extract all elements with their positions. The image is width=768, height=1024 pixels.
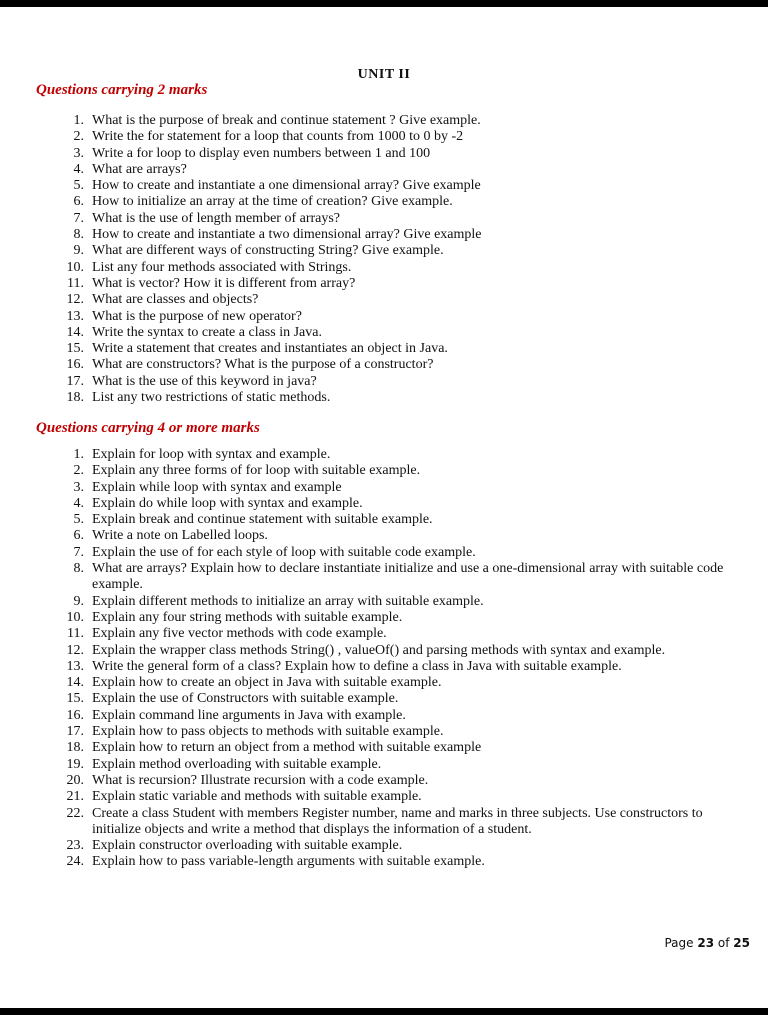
question-item: [0, 162, 768, 178]
question-text: Explain the use of for each style of loop with suitable code example.: [92, 544, 476, 560]
question-text: What is the purpose of new operator?: [92, 308, 302, 324]
question-text: Explain different methods to initialize an array with suitable example.: [92, 593, 484, 609]
question-number: 6.: [73, 194, 84, 210]
question-list-4-marks: [0, 447, 768, 871]
question-item: [0, 113, 768, 129]
question-item: [0, 211, 768, 227]
page-total: 25: [733, 936, 750, 950]
question-number: 12.: [66, 642, 84, 658]
question-item: [0, 357, 768, 373]
question-item: [0, 512, 768, 528]
question-list-2-marks: [0, 113, 768, 406]
question-text: Write a statement that creates and instantiates an object in Java.: [92, 341, 448, 357]
question-text: Explain how to pass objects to methods with suitable example.: [92, 724, 444, 740]
question-text: Write the general form of a class? Explain how to define a class in Java with suitable example.: [92, 658, 622, 674]
question-text: What is vector? How it is different from array?: [92, 275, 356, 291]
question-item: [0, 610, 768, 626]
unit-title: UNIT II: [357, 67, 411, 82]
question-text: How to create and instantiate a one dimensional array? Give example: [92, 178, 481, 194]
question-number: 23.: [66, 838, 84, 854]
question-text: Explain do while loop with syntax and example.: [92, 495, 363, 511]
question-item: [0, 496, 768, 512]
page-of-label: of: [717, 936, 730, 950]
question-number: 22.: [66, 805, 84, 821]
question-text: Explain break and continue statement with suitable example.: [92, 512, 433, 528]
page-current: 23: [697, 936, 715, 950]
question-text: What are classes and objects?: [92, 292, 259, 308]
question-number: 21.: [66, 789, 84, 805]
question-text: Write a note on Labelled loops.: [92, 528, 268, 544]
question-number: 13.: [66, 658, 84, 674]
question-item: [0, 463, 768, 479]
question-number: 3.: [73, 145, 84, 161]
page-label: Page: [664, 936, 694, 950]
question-text: How to create and instantiate a two dimensional array? Give example: [92, 227, 482, 243]
question-text: What is the purpose of break and continue statement ? Give example.: [92, 113, 481, 128]
question-item: [0, 626, 768, 642]
question-item: [0, 260, 768, 276]
question-text: Explain command line arguments in Java with example.: [92, 707, 406, 723]
question-item: [0, 194, 768, 210]
question-number: 11.: [67, 626, 84, 642]
question-text: What are different ways of constructing String? Give example.: [92, 243, 444, 259]
question-number: 7.: [73, 544, 84, 560]
question-item: [0, 178, 768, 194]
question-item: [0, 374, 768, 390]
question-item: [0, 447, 768, 463]
question-text: What is the use of length member of arrays?: [92, 210, 341, 226]
question-text: Explain any three forms of for loop with suitable example.: [92, 463, 421, 479]
question-item: [0, 292, 768, 308]
question-item: [0, 740, 768, 756]
question-text: Explain how to create an object in Java with suitable example.: [92, 675, 442, 691]
question-text: Explain the wrapper class methods String() , valueOf() and parsing methods with syntax and example.: [92, 642, 666, 658]
question-text: Write the for statement for a loop that counts from 1000 to 0 by -2: [92, 129, 464, 145]
question-text: List any two restrictions of static methods.: [92, 390, 331, 406]
question-item: [0, 243, 768, 259]
question-item: [0, 691, 768, 707]
question-number: 8.: [73, 561, 84, 577]
question-number: 3.: [73, 479, 84, 495]
question-item: [0, 309, 768, 325]
question-number: 2.: [73, 463, 84, 479]
question-item: [0, 129, 768, 145]
question-number: 7.: [73, 210, 84, 226]
question-number: 8.: [73, 227, 84, 243]
question-item: [0, 227, 768, 243]
question-text: Explain how to return an object from a method with suitable example: [92, 740, 482, 756]
question-number: 14.: [66, 675, 84, 691]
question-item: [0, 838, 768, 854]
question-item: [0, 341, 768, 357]
question-text: Write the syntax to create a class in Java.: [92, 324, 322, 340]
question-item: [0, 659, 768, 675]
question-number: 15.: [66, 691, 84, 707]
question-item: [0, 325, 768, 341]
question-number: 13.: [66, 308, 84, 324]
question-item: [0, 806, 768, 839]
question-number: 17.: [66, 724, 84, 740]
question-number: 20.: [66, 772, 84, 788]
question-number: 1.: [73, 113, 84, 128]
question-text: What is recursion? Illustrate recursion with a code example.: [92, 772, 429, 788]
question-item: [0, 757, 768, 773]
question-item: [0, 146, 768, 162]
question-item: [0, 528, 768, 544]
question-item: [0, 789, 768, 805]
question-text: What are arrays? Explain how to declare instantiate initialize and use a one-dimensional array with suitable code example.: [92, 561, 724, 593]
page-number: [664, 936, 750, 950]
question-number: 16.: [66, 357, 84, 373]
bottom-border-rule: [0, 1008, 768, 1015]
question-item: [0, 480, 768, 496]
question-text: How to initialize an array at the time of creation? Give example.: [92, 194, 453, 210]
question-number: 4.: [73, 495, 84, 511]
question-number: 12.: [66, 292, 84, 308]
question-number: 14.: [66, 324, 84, 340]
question-text: List any four methods associated with Strings.: [92, 259, 352, 275]
question-number: 6.: [73, 528, 84, 544]
section-heading-4-marks: Questions carrying 4 or more marks: [36, 420, 260, 436]
question-item: [0, 276, 768, 292]
question-item: [0, 390, 768, 406]
question-text: What are arrays?: [92, 161, 187, 177]
question-number: 1.: [73, 447, 84, 462]
question-text: Explain how to pass variable-length arguments with suitable example.: [92, 854, 485, 870]
question-text: Explain any four string methods with suitable example.: [92, 609, 403, 625]
question-text: Explain for loop with syntax and example.: [92, 447, 331, 462]
question-number: 19.: [66, 756, 84, 772]
question-item: [0, 708, 768, 724]
question-number: 15.: [66, 341, 84, 357]
question-item: [0, 594, 768, 610]
question-number: 4.: [73, 161, 84, 177]
question-text: What is the use of this keyword in java?: [92, 373, 317, 389]
question-item: [0, 545, 768, 561]
question-text: Explain any five vector methods with code example.: [92, 626, 387, 642]
question-number: 9.: [73, 593, 84, 609]
question-number: 18.: [66, 390, 84, 406]
question-number: 5.: [73, 178, 84, 194]
question-number: 17.: [66, 373, 84, 389]
question-text: Explain static variable and methods with suitable example.: [92, 789, 422, 805]
question-number: 10.: [66, 259, 84, 275]
question-number: 16.: [66, 707, 84, 723]
section-heading-2-marks: Questions carrying 2 marks: [36, 82, 208, 98]
question-item: [0, 773, 768, 789]
question-item: [0, 643, 768, 659]
question-text: Explain method overloading with suitable example.: [92, 756, 382, 772]
question-text: Explain constructor overloading with suitable example.: [92, 838, 403, 854]
top-border-rule: [0, 0, 768, 7]
question-number: 24.: [66, 854, 84, 870]
question-text: What are constructors? What is the purpose of a constructor?: [92, 357, 434, 373]
question-number: 18.: [66, 740, 84, 756]
question-number: 2.: [73, 129, 84, 145]
question-item: [0, 854, 768, 870]
question-number: 9.: [73, 243, 84, 259]
question-text: Write a for loop to display even numbers between 1 and 100: [92, 145, 431, 161]
question-text: Explain the use of Constructors with suitable example.: [92, 691, 399, 707]
question-text: Explain while loop with syntax and example: [92, 479, 342, 495]
question-text: Create a class Student with members Register number, name and marks in three subjects. Use constructors to initialize objects and write a method that displays the information of a student.: [92, 805, 703, 837]
question-item: [0, 724, 768, 740]
question-number: 5.: [73, 512, 84, 528]
question-item: [0, 561, 768, 594]
question-number: 10.: [66, 609, 84, 625]
question-number: 11.: [67, 275, 84, 291]
question-item: [0, 675, 768, 691]
